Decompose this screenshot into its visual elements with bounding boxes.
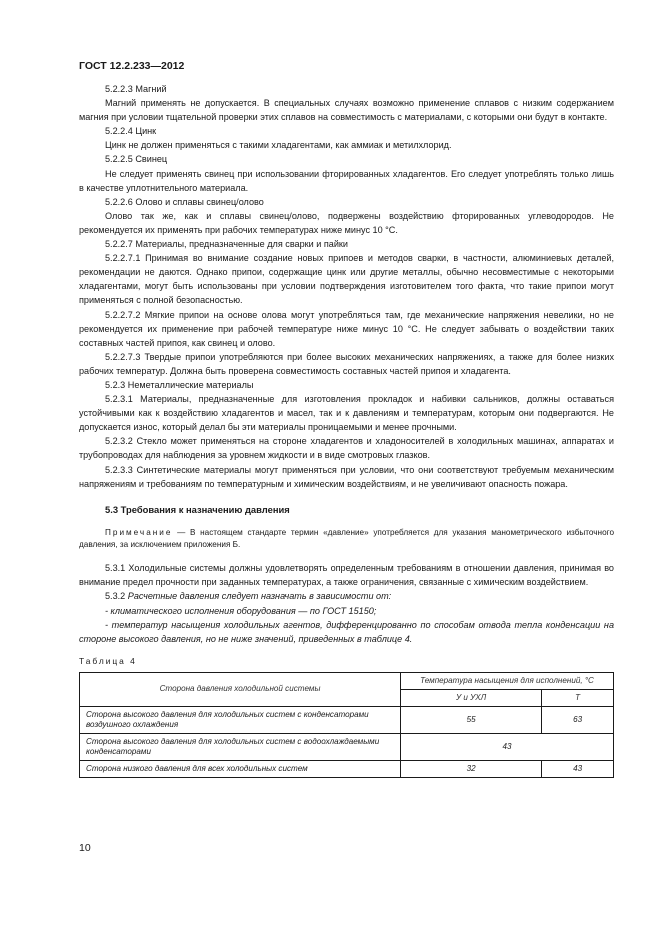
section-heading: 5.2.2.5 Свинец (105, 154, 168, 165)
paragraph: Цинк не должен применяться с такими хладагентами, как аммиак и метилхлорид. (105, 140, 452, 151)
paragraph: 5.2.3.3 Синтетические материалы могут применяться при условии, что они соответствуют требуемым механическим напряжениям и требованиям по температурным и химическим воздействиям, и не увеличивают опасность пожара. (79, 464, 614, 489)
page-body (79, 82, 614, 778)
section-heading: 5.2.3 Неметаллические материалы (105, 379, 254, 390)
note-text: — В настоящем стандарте термин «давление» употребляется для указания манометрического избыточного давления, за исключением приложения Б. (79, 527, 614, 550)
section-heading: 5.2.2.4 Цинк (105, 126, 157, 137)
table-cell: Сторона высокого давления для холодильных систем с конденсаторами воздушного охлаждения (80, 706, 401, 733)
table-cell: 32 (401, 760, 542, 777)
paragraph: 5.2.2.7.1 Принимая во внимание создание новых припоев и методов сварки, в частности, алюминиевых деталей, рекомендации не даются. Однако припои, содержащие цинк или другие металлы, обычно несовместимые с некоторыми хладагентами, могут быть использованы при условии подтверждения изготовителем того факта, что такие припои могут применяться с полной безопасностью. (79, 253, 614, 306)
paragraph: Олово так же, как и сплавы свинец/олово, подвержены воздействию фторированных углеводородов. Не рекомендуется их применять при рабочих температурах ниже минус 10 °С. (79, 210, 614, 235)
table-row (80, 733, 614, 760)
table-header-row (80, 672, 614, 689)
note (79, 527, 614, 551)
table-row (80, 706, 614, 733)
table-cell: 63 (542, 706, 614, 733)
clause-text: Расчетные давления следует назначать в зависимости от: (127, 591, 392, 602)
paragraph: 5.2.3.1 Материалы, предназначенные для изготовления прокладок и набивки сальников, должны оставаться устойчивыми как к воздействию хладагентов и масел, так и к давлениям и температурам, которым они подвергаются. Не допускается износ, который делал бы эти материалы проницаемыми и менее прочными. (79, 394, 614, 433)
paragraph: 5.2.3.2 Стекло может применяться на стороне хладагентов и хладоносителей в холодильных машинах, аппаратах и трубопроводах для наблюдения за уровнем жидкости и в виде смотровых глазков. (79, 436, 614, 461)
paragraph: 5.3.1 Холодильные системы должны удовлетворять определенным требованиям в отношении давления, принимая во внимание предел прочности при заданных температурах, а также ограничения, связанные с химическим воздействием. (79, 563, 614, 588)
table-header-cell: У и УХЛ (401, 689, 542, 706)
page-number: 10 (79, 842, 91, 854)
table-header-cell: Температура насыщения для исполнений, °С (401, 672, 614, 689)
table-cell: Сторона высокого давления для холодильных систем с водоохлаждаемыми конденсаторами (80, 733, 401, 760)
table-header-cell: Сторона давления холодильной системы (80, 672, 401, 706)
paragraph: 5.2.2.7.3 Твердые припои употребляются при более высоких механических напряжениях, а также для более низких рабочих температур. Должна быть проверена совместимость составных частей припоя и хладагента. (79, 351, 614, 376)
paragraph: Магний применять не допускается. В специальных случаях возможно применение сплавов с низким содержанием магния при условии тщательной проверки этих сплавов на совместимость с материалами, с которыми они будут в контакте. (79, 98, 614, 123)
note-label: Примечание (105, 527, 173, 537)
table-label: Таблица 4 (79, 655, 137, 666)
paragraph: Не следует применять свинец при использовании фторированных хладагентов. Его следует употреблять только лишь в качестве уплотнительного материала. (79, 168, 614, 193)
paragraph: 5.2.2.7.2 Мягкие припои на основе олова могут употребляться там, где механические напряжения невелики, но не рекомендуется их применение при рабочей температуре ниже минус 10 °С. Не следует забывать о воздействии таких составных частей припоя, как свинец и олово. (79, 309, 614, 348)
table-cell: Сторона низкого давления для всех холодильных систем (80, 760, 401, 777)
table-row (80, 760, 614, 777)
table-header-cell: Т (542, 689, 614, 706)
section-heading: 5.2.2.6 Олово и сплавы свинец/олово (105, 196, 264, 207)
section-heading: 5.2.2.3 Магний (105, 84, 167, 94)
clause-number: 5.3.2 (105, 591, 126, 602)
section-heading: 5.2.2.7 Материалы, предназначенные для сварки и пайки (105, 239, 348, 250)
document-header: ГОСТ 12.2.233—2012 (79, 60, 185, 72)
pressure-table (79, 672, 614, 778)
table-cell: 55 (401, 706, 542, 733)
section-title: 5.3 Требования к назначению давления (105, 503, 290, 515)
table-cell: 43 (401, 733, 614, 760)
table-cell: 43 (542, 760, 614, 777)
paragraph-intro (79, 589, 614, 603)
list-item: - температур насыщения холодильных агентов, дифференцированно по способам отвода тепла конденсации на стороне высокого давления, но не ниже значений, приведенных в таблице 4. (79, 619, 614, 644)
list-item: - климатического исполнения оборудования — по ГОСТ 15150; (105, 605, 377, 616)
